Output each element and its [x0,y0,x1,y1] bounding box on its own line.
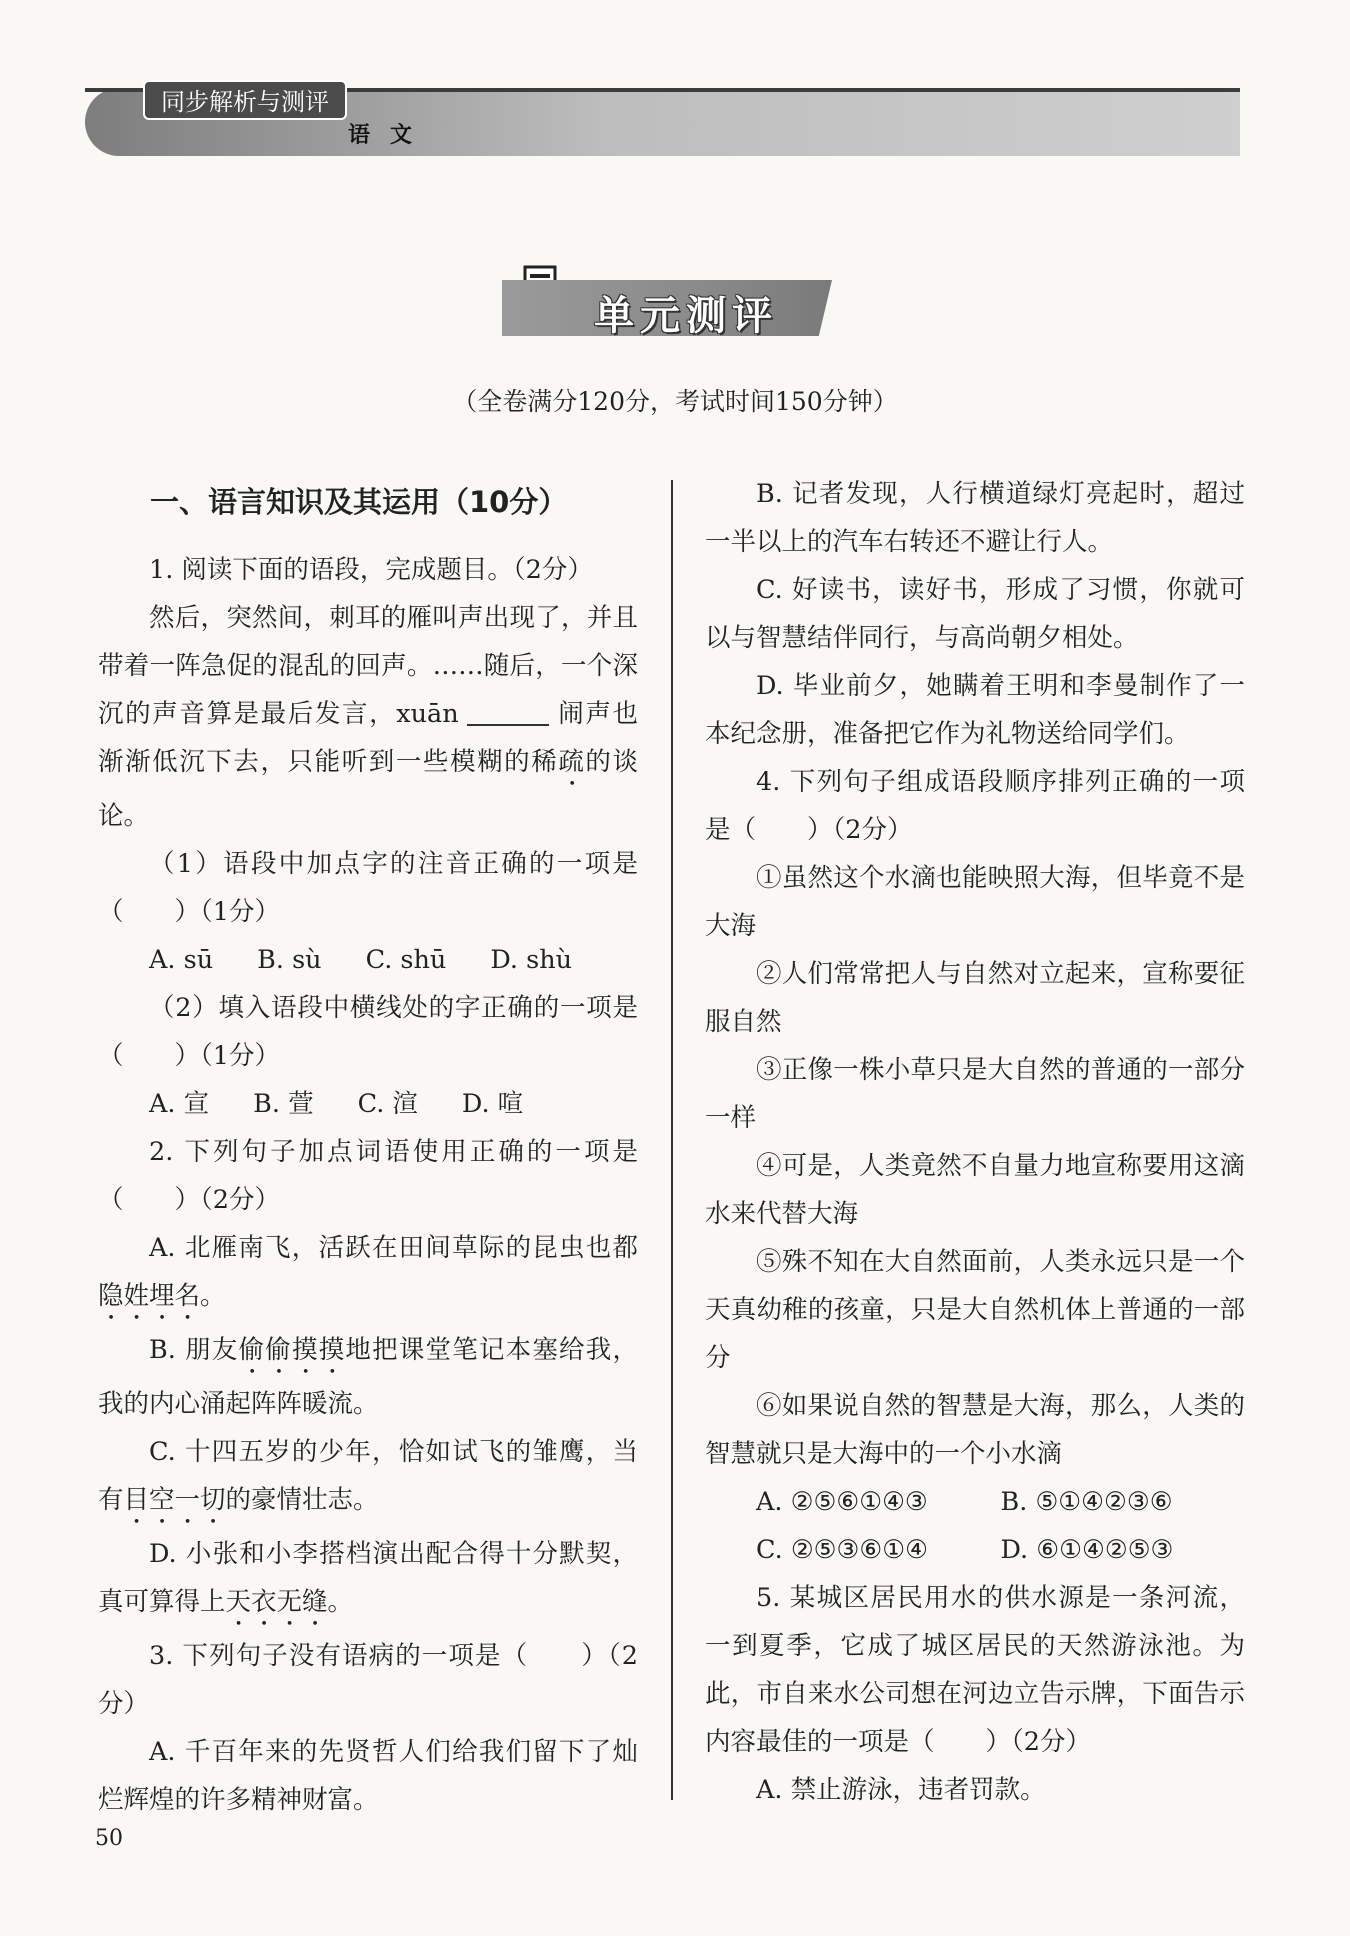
option-text: 的豪情壮志。 [225,1485,379,1515]
option-c[interactable]: C. shū [365,945,447,975]
question-4-stem: 4. 下列句子组成语段顺序排列正确的一项是（ ）（2分） [705,767,1245,845]
option-text: D. 小张和小李搭档演出配合得十分默契，真可算得上 [98,1539,638,1617]
section-heading: 一、语言知识及其运用（10分） [150,485,568,519]
question-1-sub1-options [98,936,638,984]
question-2-option-a[interactable] [98,1224,638,1326]
option-a[interactable]: A. 宣 [149,1089,210,1119]
dotted-phrase: 目空一切 [123,1485,226,1515]
question-1-sub2: （2）填入语段中横线处的字正确的一项是（ ）（1分） [98,993,638,1071]
sentence-2: ②人们常常把人与自然对立起来，宣称要征服自然 [705,959,1245,1037]
question-3-option-a[interactable]: A. 千百年来的先贤哲人们给我们留下了灿烂辉煌的许多精神财富。 [98,1737,638,1815]
question-3-stem: 3. 下列句子没有语病的一项是（ ）（2分） [98,1641,638,1719]
option-d[interactable]: D. 喧 [461,1089,524,1119]
dotted-phrase: 隐姓埋名 [98,1281,201,1311]
option-text: C. 十四五岁的少年，恰如试飞的雏鹰，当有 [98,1437,638,1515]
answer-blank[interactable] [467,694,549,726]
question-3-option-b[interactable]: B. 记者发现，人行横道绿灯亮起时，超过一半以上的汽车右转还不避让行人。 [705,479,1245,557]
option-c[interactable]: C. ②⑤③⑥①④ [756,1535,928,1565]
question-4-options-row1 [705,1478,1245,1526]
question-2-option-b[interactable] [98,1326,638,1428]
dotted-character: 疏 [558,747,586,777]
option-text: 。 [327,1587,354,1617]
question-3-option-c[interactable]: C. 好读书，读好书，形成了习惯，你就可以与智慧结伴同行，与高尚朝夕相处。 [705,575,1245,653]
sentence-5: ⑤殊不知在大自然面前，人类永远只是一个天真幼稚的孩童，只是大自然机体上普通的一部分 [705,1247,1245,1373]
sentence-1: ①虽然这个水滴也能映照大海，但毕竟不是大海 [705,863,1245,941]
option-text: 。 [200,1281,226,1311]
option-text: B. 朋友 [149,1335,239,1365]
option-c[interactable]: C. 渲 [357,1089,418,1119]
question-1-passage [98,594,638,840]
subject-label: 语文 [348,123,433,148]
left-column [98,470,638,1824]
passage-part-a: 然后，突然间，刺耳的雁叫声出现了，并且带着一阵急促的混乱的回声。……随后，一个深沉的声音算是最后发言，xuān [98,603,638,729]
question-2-stem: 2. 下列句子加点词语使用正确的一项是（ ）（2分） [98,1137,638,1215]
question-2-option-d[interactable] [98,1530,638,1632]
option-d[interactable]: D. shù [490,945,573,975]
sentence-4: ④可是，人类竟然不自量力地宣称要用这滴水来代替大海 [705,1151,1245,1229]
question-3-option-d[interactable]: D. 毕业前夕，她瞒着王明和李曼制作了一本纪念册，准备把它作为礼物送给同学们。 [705,671,1245,749]
dotted-phrase: 偷偷摸摸 [238,1335,346,1365]
question-1-sub1: （1）语段中加点字的注音正确的一项是（ ）（1分） [98,849,638,927]
question-4-options-row2 [705,1526,1245,1574]
column-divider [671,480,673,1800]
series-tag: 同步解析与测评 [143,80,347,120]
page-number: 50 [95,1826,123,1851]
section-banner [502,280,838,339]
passage-part-c: 的谈论。 [98,747,638,831]
sentence-6: ⑥如果说自然的智慧是大海，那么，人类的智慧就只是大海中的一个小水滴 [705,1391,1245,1469]
banner-title: 单元测评 [594,292,778,339]
option-text: 地把课堂笔记本塞给我，我的内心涌起阵阵暖流。 [98,1335,638,1419]
passage-part-b: 闹声也渐渐低沉下去，只能听到一些模糊的稀 [98,699,638,777]
option-text: A. 北雁南飞，活跃在田间草际的昆虫也都 [149,1233,638,1263]
question-2-option-c[interactable] [98,1428,638,1530]
question-5-stem: 5. 某城区居民用水的供水源是一条河流，一到夏季，它成了城区居民的天然游泳池。为此，市自来水公司想在河边立告示牌，下面告示内容最佳的一项是（ ）（2分） [705,1583,1245,1757]
exam-info: （全卷满分120分，考试时间150分钟） [452,387,898,416]
right-column [705,470,1245,1814]
option-d[interactable]: D. ⑥①④②⑤③ [1000,1535,1174,1565]
sentence-3: ③正像一株小草只是大自然的普通的一部分一样 [705,1055,1245,1133]
option-b[interactable]: B. ⑤①④②③⑥ [1000,1487,1173,1517]
option-b[interactable]: B. 萱 [253,1089,314,1119]
question-5-option-a[interactable]: A. 禁止游泳，违者罚款。 [756,1775,1046,1805]
option-a[interactable]: A. ②⑤⑥①④③ [756,1487,928,1517]
question-1-sub2-options [98,1080,638,1128]
option-b[interactable]: B. sù [257,945,322,975]
dotted-phrase: 天衣无缝 [225,1587,328,1617]
question-1-stem: 1. 阅读下面的语段，完成题目。（2分） [149,555,593,585]
option-a[interactable]: A. sū [149,945,214,975]
